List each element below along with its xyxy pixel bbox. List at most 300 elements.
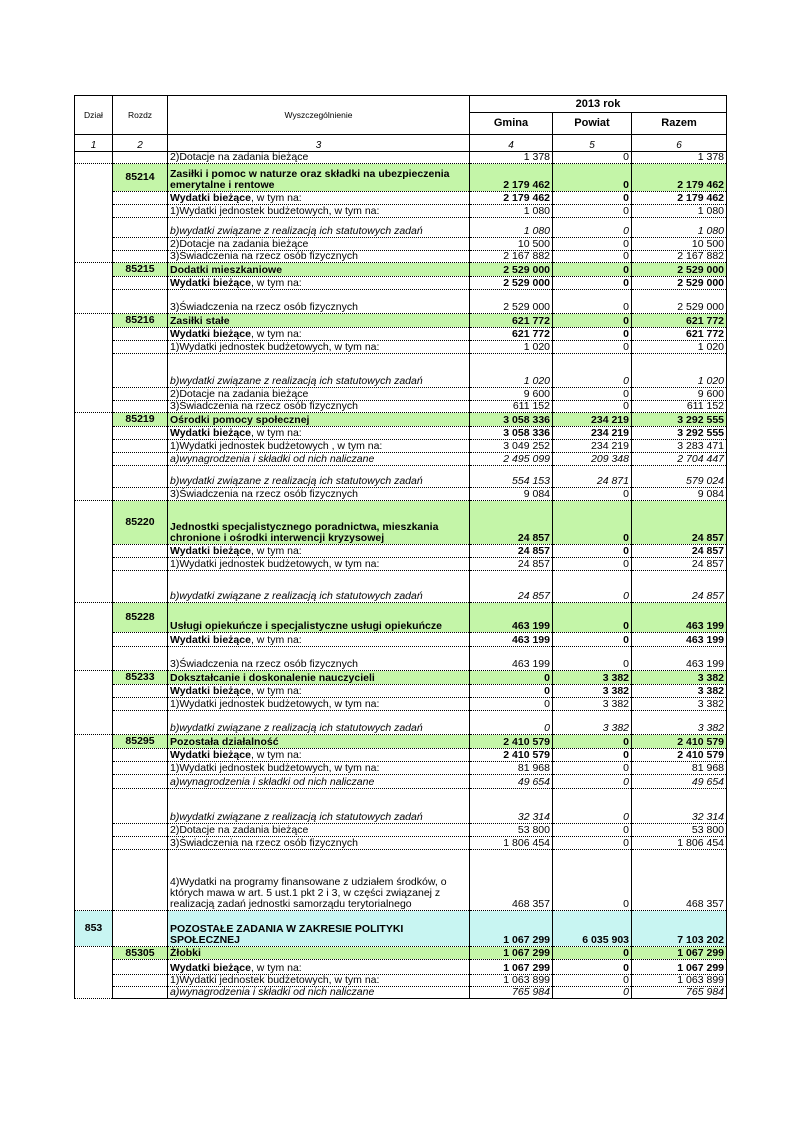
rozdz-cell — [113, 328, 168, 341]
rozdz-cell — [113, 911, 168, 947]
razem-value: 621 772 — [632, 328, 727, 341]
gmina-value: 1 806 454 — [470, 837, 553, 850]
description-cell: b)wydatki związane z realizacją ich statutowych zadań — [168, 711, 470, 735]
description-cell: b)wydatki związane z realizacją ich statutowych zadań — [168, 218, 470, 238]
powiat-value: 0 — [553, 341, 632, 354]
description-bold: Wydatki bieżące — [170, 277, 251, 289]
table-row — [75, 401, 727, 413]
powiat-value: 24 871 — [553, 466, 632, 488]
gmina-value: 10 500 — [470, 238, 553, 251]
table-row — [75, 205, 727, 218]
description-cell: Dokształcanie i doskonalenie nauczycieli — [168, 671, 470, 685]
powiat-value: 234 219 — [553, 427, 632, 440]
header-gmina: Gmina — [470, 113, 553, 135]
razem-value: 49 654 — [632, 775, 727, 789]
gmina-value: 0 — [470, 685, 553, 698]
description-cell: Żłobki — [168, 947, 470, 960]
table-row — [75, 413, 727, 427]
rozdz-cell — [113, 775, 168, 789]
column-index: 2 — [113, 135, 168, 152]
gmina-value: 1 378 — [470, 152, 553, 164]
table-row — [75, 314, 727, 328]
table-row — [75, 440, 727, 453]
table-row — [75, 388, 727, 401]
razem-value: 765 984 — [632, 987, 727, 999]
razem-value: 24 857 — [632, 571, 727, 603]
gmina-value: 3 058 336 — [470, 413, 553, 427]
razem-value: 1 067 299 — [632, 947, 727, 960]
gmina-value: 24 857 — [470, 501, 553, 545]
powiat-value: 0 — [553, 314, 632, 328]
rozdz-cell — [113, 711, 168, 735]
razem-value: 1 063 899 — [632, 975, 727, 987]
powiat-value: 0 — [553, 401, 632, 413]
dzial-cell — [75, 413, 113, 501]
table-row — [75, 263, 727, 277]
gmina-value: 81 968 — [470, 762, 553, 775]
rozdz-cell — [113, 545, 168, 558]
rozdz-cell — [113, 789, 168, 824]
razem-value: 3 283 471 — [632, 440, 727, 453]
gmina-value: 2 529 000 — [470, 290, 553, 314]
description-cell: a)wynagrodzenia i składki od nich naliczane — [168, 987, 470, 999]
table-row — [75, 501, 727, 545]
gmina-value: 1 067 299 — [470, 947, 553, 960]
column-index: 5 — [553, 135, 632, 152]
description-bold: Wydatki bieżące — [170, 192, 251, 204]
gmina-value: 621 772 — [470, 328, 553, 341]
razem-value: 10 500 — [632, 238, 727, 251]
powiat-value: 0 — [553, 824, 632, 837]
description-cell: 1)Wydatki jednostek budżetowych, w tym na: — [168, 762, 470, 775]
gmina-value: 9 084 — [470, 488, 553, 501]
razem-value: 2 529 000 — [632, 263, 727, 277]
description-text: , w tym na: — [250, 962, 302, 974]
gmina-value: 53 800 — [470, 824, 553, 837]
description-bold: Wydatki bieżące — [170, 427, 251, 439]
table-row — [75, 290, 727, 314]
rozdz-code: 85219 — [113, 413, 168, 427]
razem-value: 1 080 — [632, 218, 727, 238]
powiat-value: 0 — [553, 501, 632, 545]
rozdz-cell — [113, 837, 168, 850]
table-row — [75, 671, 727, 685]
powiat-value: 0 — [553, 205, 632, 218]
powiat-value: 234 219 — [553, 413, 632, 427]
description-bold: Wydatki bieżące — [170, 749, 251, 761]
description-cell — [168, 545, 470, 558]
description-bold: Wydatki bieżące — [170, 962, 251, 974]
dzial-cell — [75, 263, 113, 314]
description-cell: 1)Wydatki jednostek budżetowych, w tym na: — [168, 341, 470, 354]
gmina-value: 554 153 — [470, 466, 553, 488]
razem-value: 1 020 — [632, 354, 727, 388]
razem-value: 468 357 — [632, 850, 727, 911]
gmina-value: 463 199 — [470, 647, 553, 671]
column-index: 4 — [470, 135, 553, 152]
razem-value: 1 080 — [632, 205, 727, 218]
description-text: , w tym na: — [250, 192, 302, 204]
description-cell: 2)Dotacje na zadania bieżące — [168, 152, 470, 164]
table-row — [75, 735, 727, 749]
description-text: , w tym na: — [250, 545, 302, 557]
table-row — [75, 488, 727, 501]
table-row — [75, 164, 727, 192]
rozdz-code: 85215 — [113, 263, 168, 277]
table-row — [75, 775, 727, 789]
table-row — [75, 824, 727, 837]
column-index: 6 — [632, 135, 727, 152]
rozdz-cell — [113, 762, 168, 775]
description-cell — [168, 192, 470, 205]
gmina-value: 1 080 — [470, 218, 553, 238]
table-row — [75, 633, 727, 647]
razem-value: 1 020 — [632, 341, 727, 354]
rozdz-cell — [113, 251, 168, 263]
table-row — [75, 238, 727, 251]
table-row — [75, 947, 727, 960]
gmina-value: 1 067 299 — [470, 960, 553, 975]
razem-value: 24 857 — [632, 501, 727, 545]
gmina-value: 1 067 299 — [470, 911, 553, 947]
gmina-value: 0 — [470, 711, 553, 735]
razem-value: 1 378 — [632, 152, 727, 164]
razem-value: 2 410 579 — [632, 735, 727, 749]
powiat-value: 0 — [553, 251, 632, 263]
powiat-value: 0 — [553, 571, 632, 603]
rozdz-cell — [113, 388, 168, 401]
description-cell: 3)Świadczenia na rzecz osób fizycznych — [168, 647, 470, 671]
table-row — [75, 975, 727, 987]
razem-value: 463 199 — [632, 647, 727, 671]
razem-value: 621 772 — [632, 314, 727, 328]
powiat-value: 0 — [553, 850, 632, 911]
rozdz-cell — [113, 205, 168, 218]
rozdz-cell — [113, 152, 168, 164]
description-text: , w tym na: — [250, 277, 302, 289]
rozdz-code: 85228 — [113, 603, 168, 633]
rozdz-cell — [113, 633, 168, 647]
razem-value: 2 410 579 — [632, 749, 727, 762]
rozdz-cell — [113, 558, 168, 571]
razem-value: 579 024 — [632, 466, 727, 488]
gmina-value: 24 857 — [470, 545, 553, 558]
dzial-code: 853 — [75, 911, 113, 947]
description-cell — [168, 277, 470, 290]
dzial-cell — [75, 735, 113, 911]
table-row — [75, 749, 727, 762]
gmina-value: 2 179 462 — [470, 192, 553, 205]
razem-value: 2 529 000 — [632, 290, 727, 314]
razem-value: 463 199 — [632, 603, 727, 633]
table-row — [75, 152, 727, 164]
gmina-value: 1 020 — [470, 341, 553, 354]
razem-value: 9 084 — [632, 488, 727, 501]
rozdz-cell — [113, 354, 168, 388]
table-row — [75, 603, 727, 633]
description-cell — [168, 960, 470, 975]
header-rozdz: Rozdz — [113, 96, 168, 135]
rozdz-cell — [113, 975, 168, 987]
table-row — [75, 837, 727, 850]
description-cell: Zasiłki stałe — [168, 314, 470, 328]
razem-value: 3 382 — [632, 685, 727, 698]
razem-value: 3 292 555 — [632, 427, 727, 440]
powiat-value: 0 — [553, 354, 632, 388]
razem-value: 24 857 — [632, 558, 727, 571]
rozdz-cell — [113, 647, 168, 671]
razem-value: 81 968 — [632, 762, 727, 775]
powiat-value: 0 — [553, 960, 632, 975]
razem-value: 2 179 462 — [632, 192, 727, 205]
description-cell: 3)Świadczenia na rzecz osób fizycznych — [168, 251, 470, 263]
rozdz-cell — [113, 440, 168, 453]
rozdz-cell — [113, 824, 168, 837]
description-cell: Usługi opiekuńcze i specjalistyczne usługi opiekuńcze — [168, 603, 470, 633]
description-bold: Wydatki bieżące — [170, 545, 251, 557]
description-cell: a)wynagrodzenia i składki od nich naliczane — [168, 775, 470, 789]
gmina-value: 3 049 252 — [470, 440, 553, 453]
table-row — [75, 789, 727, 824]
powiat-value: 0 — [553, 238, 632, 251]
table-row — [75, 685, 727, 698]
powiat-value: 0 — [553, 749, 632, 762]
dzial-cell — [75, 501, 113, 603]
powiat-value: 3 382 — [553, 711, 632, 735]
powiat-value: 3 382 — [553, 698, 632, 711]
powiat-value: 0 — [553, 633, 632, 647]
table-row — [75, 545, 727, 558]
description-bold: Wydatki bieżące — [170, 685, 251, 697]
table-row — [75, 987, 727, 999]
table-row — [75, 218, 727, 238]
powiat-value: 0 — [553, 263, 632, 277]
table-row — [75, 647, 727, 671]
rozdz-cell — [113, 571, 168, 603]
table-row — [75, 960, 727, 975]
rozdz-cell — [113, 277, 168, 290]
header-dzial: Dział — [75, 96, 113, 135]
description-text: , w tym na: — [250, 328, 302, 340]
description-cell: 1)Wydatki jednostek budżetowych, w tym na: — [168, 205, 470, 218]
powiat-value: 3 382 — [553, 671, 632, 685]
gmina-value: 2 529 000 — [470, 277, 553, 290]
razem-value: 1 806 454 — [632, 837, 727, 850]
gmina-value: 463 199 — [470, 603, 553, 633]
powiat-value: 0 — [553, 647, 632, 671]
header-year: 2013 rok — [470, 96, 727, 113]
gmina-value: 24 857 — [470, 558, 553, 571]
description-cell — [168, 328, 470, 341]
description-cell: 4)Wydatki na programy finansowane z udziałem środków, o których mawa w art. 5 ust.1 pkt 2 i 3, w części związanej z realizacją zadań jednostki samorządu terytorialnego — [168, 850, 470, 911]
dzial-cell — [75, 603, 113, 671]
table-row — [75, 427, 727, 440]
rozdz-cell — [113, 238, 168, 251]
description-cell: b)wydatki związane z realizacją ich statutowych zadań — [168, 789, 470, 824]
razem-value: 3 382 — [632, 671, 727, 685]
gmina-value: 2 167 882 — [470, 251, 553, 263]
description-cell: 1)Wydatki jednostek budżetowych , w tym na: — [168, 440, 470, 453]
column-index: 1 — [75, 135, 113, 152]
rozdz-cell — [113, 341, 168, 354]
powiat-value: 0 — [553, 152, 632, 164]
razem-value: 3 292 555 — [632, 413, 727, 427]
rozdz-cell — [113, 488, 168, 501]
gmina-value: 621 772 — [470, 314, 553, 328]
gmina-value: 24 857 — [470, 571, 553, 603]
razem-value: 2 529 000 — [632, 277, 727, 290]
dzial-cell — [75, 947, 113, 999]
razem-value: 9 600 — [632, 388, 727, 401]
powiat-value: 0 — [553, 975, 632, 987]
description-cell: Jednostki specjalistycznego poradnictwa, mieszkania chronione i ośrodki interwencji kryzysowej — [168, 501, 470, 545]
powiat-value: 0 — [553, 290, 632, 314]
description-text: , w tym na: — [250, 427, 302, 439]
rozdz-cell — [113, 192, 168, 205]
table-row — [75, 328, 727, 341]
powiat-value: 0 — [553, 789, 632, 824]
rozdz-cell — [113, 960, 168, 975]
description-cell: Pozostała działalność — [168, 735, 470, 749]
description-cell — [168, 427, 470, 440]
gmina-value: 463 199 — [470, 633, 553, 647]
column-index-row — [75, 135, 727, 152]
description-cell: b)wydatki związane z realizacją ich statutowych zadań — [168, 354, 470, 388]
description-bold: Wydatki bieżące — [170, 634, 251, 646]
gmina-value: 9 600 — [470, 388, 553, 401]
description-bold: Wydatki bieżące — [170, 328, 251, 340]
powiat-value: 0 — [553, 735, 632, 749]
description-text: , w tym na: — [250, 685, 302, 697]
powiat-value: 0 — [553, 947, 632, 960]
powiat-value: 6 035 903 — [553, 911, 632, 947]
table-row — [75, 277, 727, 290]
powiat-value: 0 — [553, 558, 632, 571]
description-text: , w tym na: — [250, 749, 302, 761]
razem-value: 463 199 — [632, 633, 727, 647]
table-row — [75, 850, 727, 911]
table-row — [75, 341, 727, 354]
razem-value: 24 857 — [632, 545, 727, 558]
powiat-value: 3 382 — [553, 685, 632, 698]
description-cell: 3)Świadczenia na rzecz osób fizycznych — [168, 488, 470, 501]
rozdz-code: 85295 — [113, 735, 168, 749]
gmina-value: 32 314 — [470, 789, 553, 824]
description-cell: 3)Świadczenia na rzecz osób fizycznych — [168, 290, 470, 314]
powiat-value: 0 — [553, 545, 632, 558]
description-cell: 1)Wydatki jednostek budżetowych, w tym na: — [168, 975, 470, 987]
rozdz-cell — [113, 987, 168, 999]
gmina-value: 0 — [470, 698, 553, 711]
dzial-cell — [75, 314, 113, 413]
powiat-value: 0 — [553, 762, 632, 775]
description-cell — [168, 749, 470, 762]
description-cell: Dodatki mieszkaniowe — [168, 263, 470, 277]
powiat-value: 0 — [553, 277, 632, 290]
dzial-cell — [75, 152, 113, 164]
gmina-value: 1 080 — [470, 205, 553, 218]
description-cell: 2)Dotacje na zadania bieżące — [168, 824, 470, 837]
description-cell — [168, 633, 470, 647]
description-cell: POZOSTAŁE ZADANIA W ZAKRESIE POLITYKI SPOŁECZNEJ — [168, 911, 470, 947]
powiat-value: 0 — [553, 192, 632, 205]
description-cell: 2)Dotacje na zadania bieżące — [168, 388, 470, 401]
header-powiat: Powiat — [553, 113, 632, 135]
description-cell: 1)Wydatki jednostek budżetowych, w tym na: — [168, 558, 470, 571]
column-index: 3 — [168, 135, 470, 152]
description-cell — [168, 685, 470, 698]
description-cell: Ośrodki pomocy społecznej — [168, 413, 470, 427]
description-cell: Zasiłki i pomoc w naturze oraz składki na ubezpieczenia emerytalne i rentowe — [168, 164, 470, 192]
description-cell: b)wydatki związane z realizacją ich statutowych zadań — [168, 571, 470, 603]
powiat-value: 0 — [553, 218, 632, 238]
table-row — [75, 558, 727, 571]
dzial-cell — [75, 164, 113, 263]
budget-table — [74, 95, 727, 999]
gmina-value: 1 063 899 — [470, 975, 553, 987]
header-wyszczegolnienie: Wyszczególnienie — [168, 96, 470, 135]
rozdz-cell — [113, 850, 168, 911]
razem-value: 3 382 — [632, 711, 727, 735]
table-row — [75, 711, 727, 735]
gmina-value: 2 529 000 — [470, 263, 553, 277]
gmina-value: 2 410 579 — [470, 749, 553, 762]
powiat-value: 209 348 — [553, 453, 632, 466]
gmina-value: 611 152 — [470, 401, 553, 413]
description-cell: b)wydatki związane z realizacją ich statutowych zadań — [168, 466, 470, 488]
table-row — [75, 698, 727, 711]
rozdz-code: 85220 — [113, 501, 168, 545]
table-row — [75, 354, 727, 388]
description-cell: 3)Świadczenia na rzecz osób fizycznych — [168, 401, 470, 413]
rozdz-cell — [113, 749, 168, 762]
gmina-value: 0 — [470, 671, 553, 685]
header-razem: Razem — [632, 113, 727, 135]
razem-value: 2 179 462 — [632, 164, 727, 192]
table-row — [75, 453, 727, 466]
razem-value: 53 800 — [632, 824, 727, 837]
razem-value: 7 103 202 — [632, 911, 727, 947]
gmina-value: 49 654 — [470, 775, 553, 789]
description-cell: 2)Dotacje na zadania bieżące — [168, 238, 470, 251]
gmina-value: 468 357 — [470, 850, 553, 911]
powiat-value: 0 — [553, 987, 632, 999]
budget-table-sheet — [74, 95, 727, 999]
table-row — [75, 762, 727, 775]
gmina-value: 765 984 — [470, 987, 553, 999]
gmina-value: 2 179 462 — [470, 164, 553, 192]
rozdz-cell — [113, 401, 168, 413]
razem-value: 611 152 — [632, 401, 727, 413]
rozdz-code: 85305 — [113, 947, 168, 960]
razem-value: 1 067 299 — [632, 960, 727, 975]
gmina-value: 2 410 579 — [470, 735, 553, 749]
rozdz-code: 85233 — [113, 671, 168, 685]
rozdz-cell — [113, 453, 168, 466]
rozdz-cell — [113, 698, 168, 711]
gmina-value: 3 058 336 — [470, 427, 553, 440]
rozdz-cell — [113, 685, 168, 698]
table-row — [75, 571, 727, 603]
razem-value: 3 382 — [632, 698, 727, 711]
rozdz-cell — [113, 427, 168, 440]
razem-value: 2 167 882 — [632, 251, 727, 263]
gmina-value: 1 020 — [470, 354, 553, 388]
table-row — [75, 251, 727, 263]
rozdz-cell — [113, 466, 168, 488]
powiat-value: 0 — [553, 328, 632, 341]
rozdz-code: 85216 — [113, 314, 168, 328]
